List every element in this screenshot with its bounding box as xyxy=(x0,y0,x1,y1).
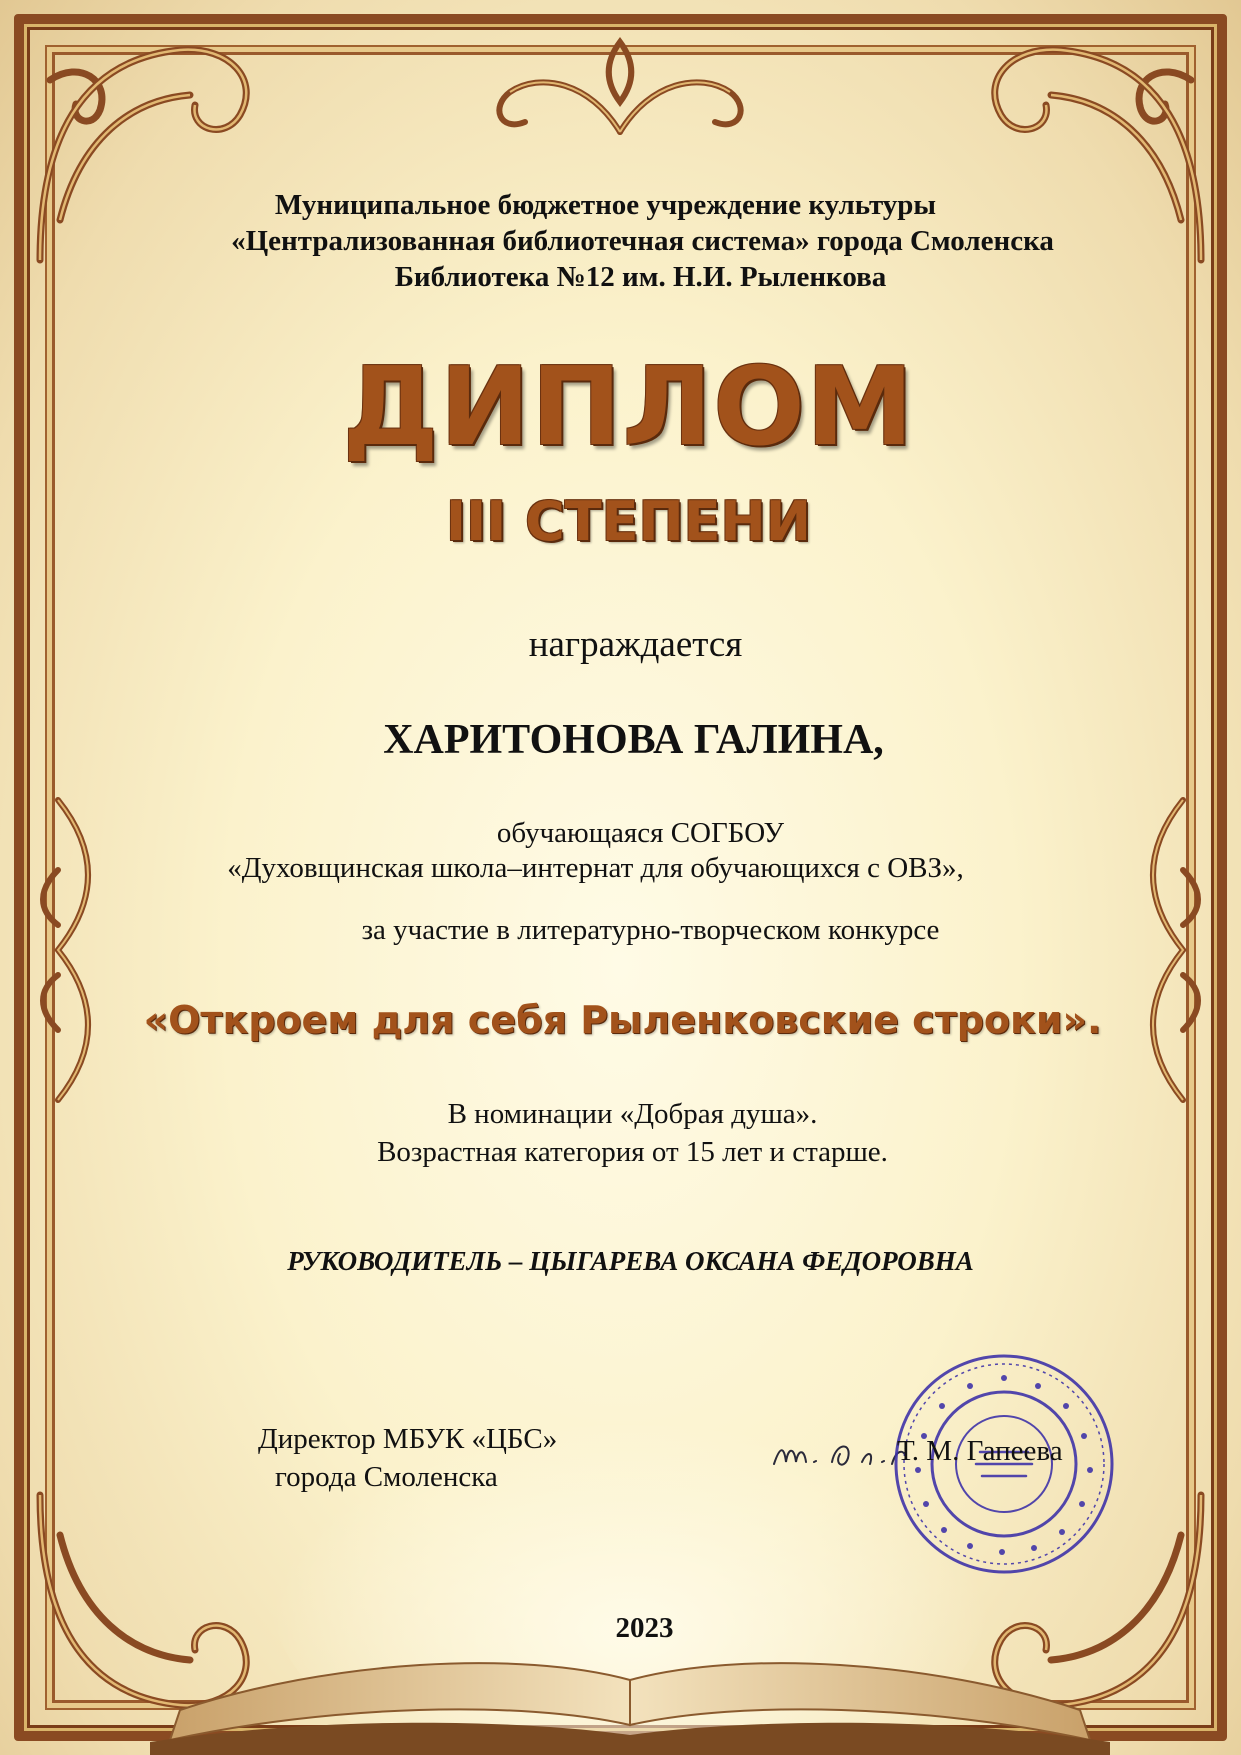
award-verb: награждается xyxy=(528,624,743,665)
institution-line-3: Библиотека №12 им. Н.И. Рыленкова xyxy=(394,261,887,293)
student-institution-line-2: «Духовщинская школа–интернат для обучающихся с ОВЗ», xyxy=(227,852,964,884)
age-category: Возрастная категория от 15 лет и старше. xyxy=(377,1136,888,1168)
diploma-degree: III СТЕПЕНИ xyxy=(446,490,811,553)
diploma-title: ДИПЛОМ xyxy=(342,345,915,470)
contest-name: «Откроем для себя Рыленковские строки». xyxy=(143,998,1102,1042)
director-title-line-1: Директор МБУК «ЦБС» xyxy=(258,1423,558,1455)
ornament-top-center-icon xyxy=(470,22,770,152)
award-reason: за участие в литературно-творческом конкурсе xyxy=(361,914,940,946)
director-name: Т. М. Гапеева xyxy=(897,1435,1063,1467)
director-title xyxy=(258,1420,557,1496)
institution-line-2: «Централизованная библиотечная система» города Смоленска xyxy=(231,225,1054,257)
recipient-name: ХАРИТОНОВА ГАЛИНА, xyxy=(383,717,884,763)
leader-line: РУКОВОДИТЕЛЬ – ЦЫГАРЕВА ОКСАНА ФЕДОРОВНА xyxy=(287,1246,974,1276)
nomination: В номинации «Добрая душа». xyxy=(447,1098,818,1130)
director-title-line-2: города Смоленска xyxy=(275,1461,498,1493)
student-institution-line-1: обучающаяся СОГБОУ xyxy=(496,817,785,849)
institution-line-1: Муниципальное бюджетное учреждение культуры xyxy=(274,189,937,221)
year: 2023 xyxy=(615,1612,674,1644)
